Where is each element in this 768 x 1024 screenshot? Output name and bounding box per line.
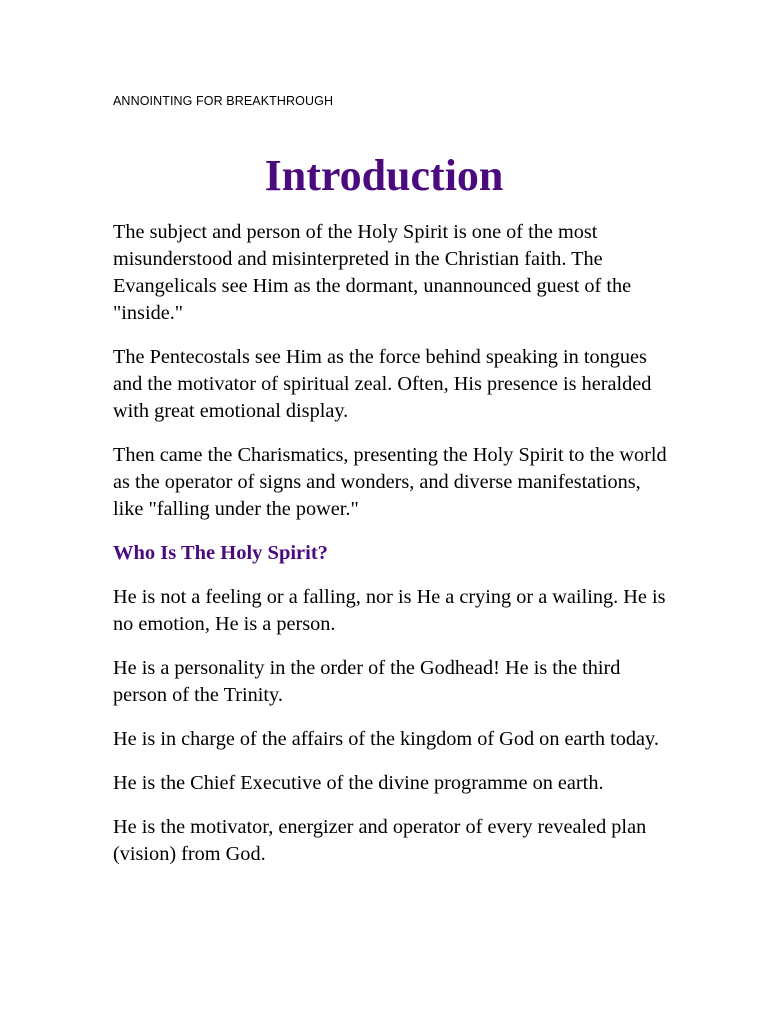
- intro-paragraph: Then came the Charismatics, presenting the Holy Spirit to the world as the operator of signs and wonders, and diverse manifestations, like "falling under the power.": [113, 444, 667, 520]
- section-paragraph: He is the motivator, energizer and operator of every revealed plan (vision) from God.: [113, 816, 647, 865]
- section-heading: Who Is The Holy Spirit?: [113, 542, 328, 564]
- section-paragraph: He is the Chief Executive of the divine programme on earth.: [113, 772, 604, 794]
- section-paragraph: He is a personality in the order of the Godhead! He is the third person of the Trinity.: [113, 657, 621, 706]
- intro-paragraph: The subject and person of the Holy Spirit is one of the most misunderstood and misinterpreted in the Christian faith. The Evangelicals see Him as the dormant, unannounced guest of the "inside.": [113, 221, 632, 324]
- chapter-title: Introduction: [264, 151, 504, 200]
- section-paragraph: He is not a feeling or a falling, nor is He a crying or a wailing. He is no emotion, He is a person.: [113, 586, 666, 635]
- intro-paragraph: The Pentecostals see Him as the force behind speaking in tongues and the motivator of spiritual zeal. Often, His presence is heralded with great emotional display.: [113, 346, 652, 422]
- section-paragraph: He is in charge of the affairs of the kingdom of God on earth today.: [113, 728, 659, 750]
- body-text: [113, 219, 673, 885]
- running-header: ANNOINTING FOR BREAKTHROUGH: [113, 94, 334, 108]
